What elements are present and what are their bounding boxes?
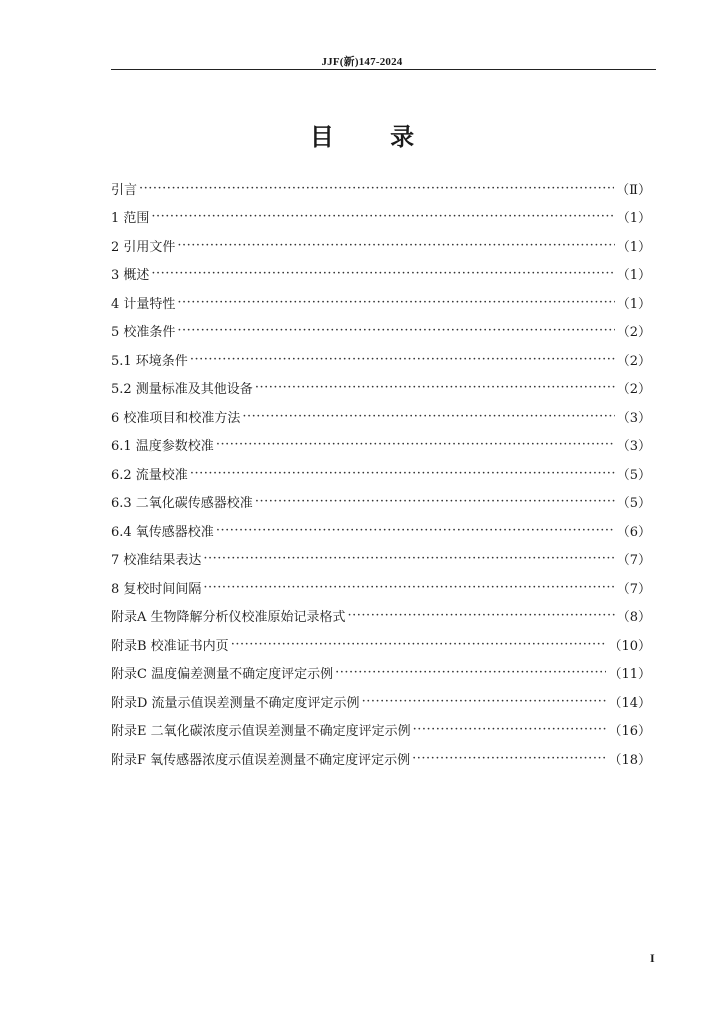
toc-entry-label: 6.4 氧传感器校准 — [111, 524, 214, 540]
toc-entry[interactable] — [111, 459, 651, 488]
toc-entry-label: 7 校准结果表达 — [111, 553, 202, 569]
toc-entry-page: （2） — [616, 325, 651, 341]
toc-entry-page: （7） — [616, 553, 651, 569]
toc-entry-page: （10） — [608, 638, 651, 654]
toc-entry-page: （5） — [616, 467, 651, 483]
table-of-contents — [111, 174, 651, 773]
toc-title: 目 录 — [309, 123, 439, 151]
toc-entry-label: 2 引用文件 — [111, 239, 176, 255]
dot-leader — [151, 209, 614, 224]
toc-entry[interactable] — [111, 174, 651, 203]
dot-leader — [216, 523, 615, 538]
toc-entry-page: （1） — [616, 296, 651, 312]
dot-leader — [177, 238, 614, 253]
toc-entry[interactable] — [111, 716, 651, 745]
toc-entry-label: 4 计量特性 — [111, 296, 176, 312]
toc-entry-label: 6 校准项目和校准方法 — [111, 410, 241, 426]
toc-entry-page: （3） — [616, 410, 651, 426]
toc-entry-page: （1） — [616, 211, 651, 227]
toc-entry-page: （2） — [616, 353, 651, 369]
toc-entry[interactable] — [111, 744, 651, 773]
toc-entry[interactable] — [111, 345, 651, 374]
dot-leader — [335, 665, 606, 680]
toc-entry-page: （7） — [616, 581, 651, 597]
toc-entry[interactable] — [111, 659, 651, 688]
toc-entry-label: 附录C 温度偏差测量不确定度评定示例 — [111, 667, 334, 683]
toc-entry-page: （1） — [616, 268, 651, 284]
dot-leader — [216, 437, 615, 452]
toc-entry-page: （14） — [608, 695, 651, 711]
dot-leader — [177, 323, 614, 338]
dot-leader — [190, 352, 615, 367]
toc-entry-label: 附录A 生物降解分析仪校准原始记录格式 — [111, 610, 346, 626]
toc-entry-label: 附录D 流量示值误差测量不确定度评定示例 — [111, 695, 360, 711]
dot-leader — [255, 494, 615, 509]
toc-entry-label: 6.2 流量校准 — [111, 467, 188, 483]
dot-leader — [177, 295, 614, 310]
toc-entry-page: （3） — [616, 439, 651, 455]
toc-entry-label: 1 范围 — [111, 211, 150, 227]
dot-leader — [362, 694, 607, 709]
toc-entry-label: 附录B 校准证书内页 — [111, 638, 229, 654]
toc-entry[interactable] — [111, 687, 651, 716]
toc-entry[interactable] — [111, 203, 651, 232]
toc-entry-label: 附录F 氧传感器浓度示值误差测量不确定度评定示例 — [111, 752, 411, 768]
toc-entry[interactable] — [111, 516, 651, 545]
toc-entry-label: 5 校准条件 — [111, 325, 176, 341]
toc-entry[interactable] — [111, 630, 651, 659]
toc-entry-page: （5） — [616, 496, 651, 512]
dot-leader — [231, 637, 607, 652]
dot-leader — [412, 751, 606, 766]
toc-entry[interactable] — [111, 288, 651, 317]
toc-entry-label: 5.1 环境条件 — [111, 353, 188, 369]
header-divider — [111, 69, 656, 70]
dot-leader — [255, 380, 615, 395]
toc-entry-label: 3 概述 — [111, 268, 150, 284]
dot-leader — [203, 551, 614, 566]
toc-entry-page: （18） — [608, 752, 651, 768]
dot-leader — [348, 608, 615, 623]
dot-leader — [203, 580, 614, 595]
toc-entry-label: 引言 — [111, 182, 138, 198]
toc-entry-page: （11） — [608, 667, 651, 683]
dot-leader — [190, 466, 615, 481]
toc-entry-page: （8） — [616, 610, 651, 626]
toc-entry[interactable] — [111, 317, 651, 346]
toc-entry-label: 附录E 二氧化碳浓度示值误差测量不确定度评定示例 — [111, 724, 411, 740]
toc-entry-label: 8 复校时间间隔 — [111, 581, 202, 597]
toc-entry[interactable] — [111, 260, 651, 289]
toc-entry[interactable] — [111, 374, 651, 403]
toc-entry[interactable] — [111, 231, 651, 260]
toc-entry-page: （1） — [616, 239, 651, 255]
toc-entry-label: 6.1 温度参数校准 — [111, 439, 214, 455]
dot-leader — [242, 409, 614, 424]
toc-entry[interactable] — [111, 602, 651, 631]
page-number: I — [650, 951, 655, 965]
toc-entry[interactable] — [111, 488, 651, 517]
toc-entry-page: （16） — [608, 724, 651, 740]
toc-entry[interactable] — [111, 545, 651, 574]
toc-entry-page: （Ⅱ） — [616, 182, 651, 198]
dot-leader — [413, 722, 607, 737]
toc-entry-label: 5.2 测量标准及其他设备 — [111, 382, 253, 398]
toc-entry-page: （6） — [616, 524, 651, 540]
document-code: JJF(新)147-2024 — [321, 56, 403, 68]
toc-entry[interactable] — [111, 402, 651, 431]
toc-entry-label: 6.3 二氧化碳传感器校准 — [111, 496, 253, 512]
dot-leader — [151, 266, 614, 281]
toc-entry-page: （2） — [616, 382, 651, 398]
toc-entry[interactable] — [111, 573, 651, 602]
toc-entry[interactable] — [111, 431, 651, 460]
dot-leader — [139, 181, 614, 196]
